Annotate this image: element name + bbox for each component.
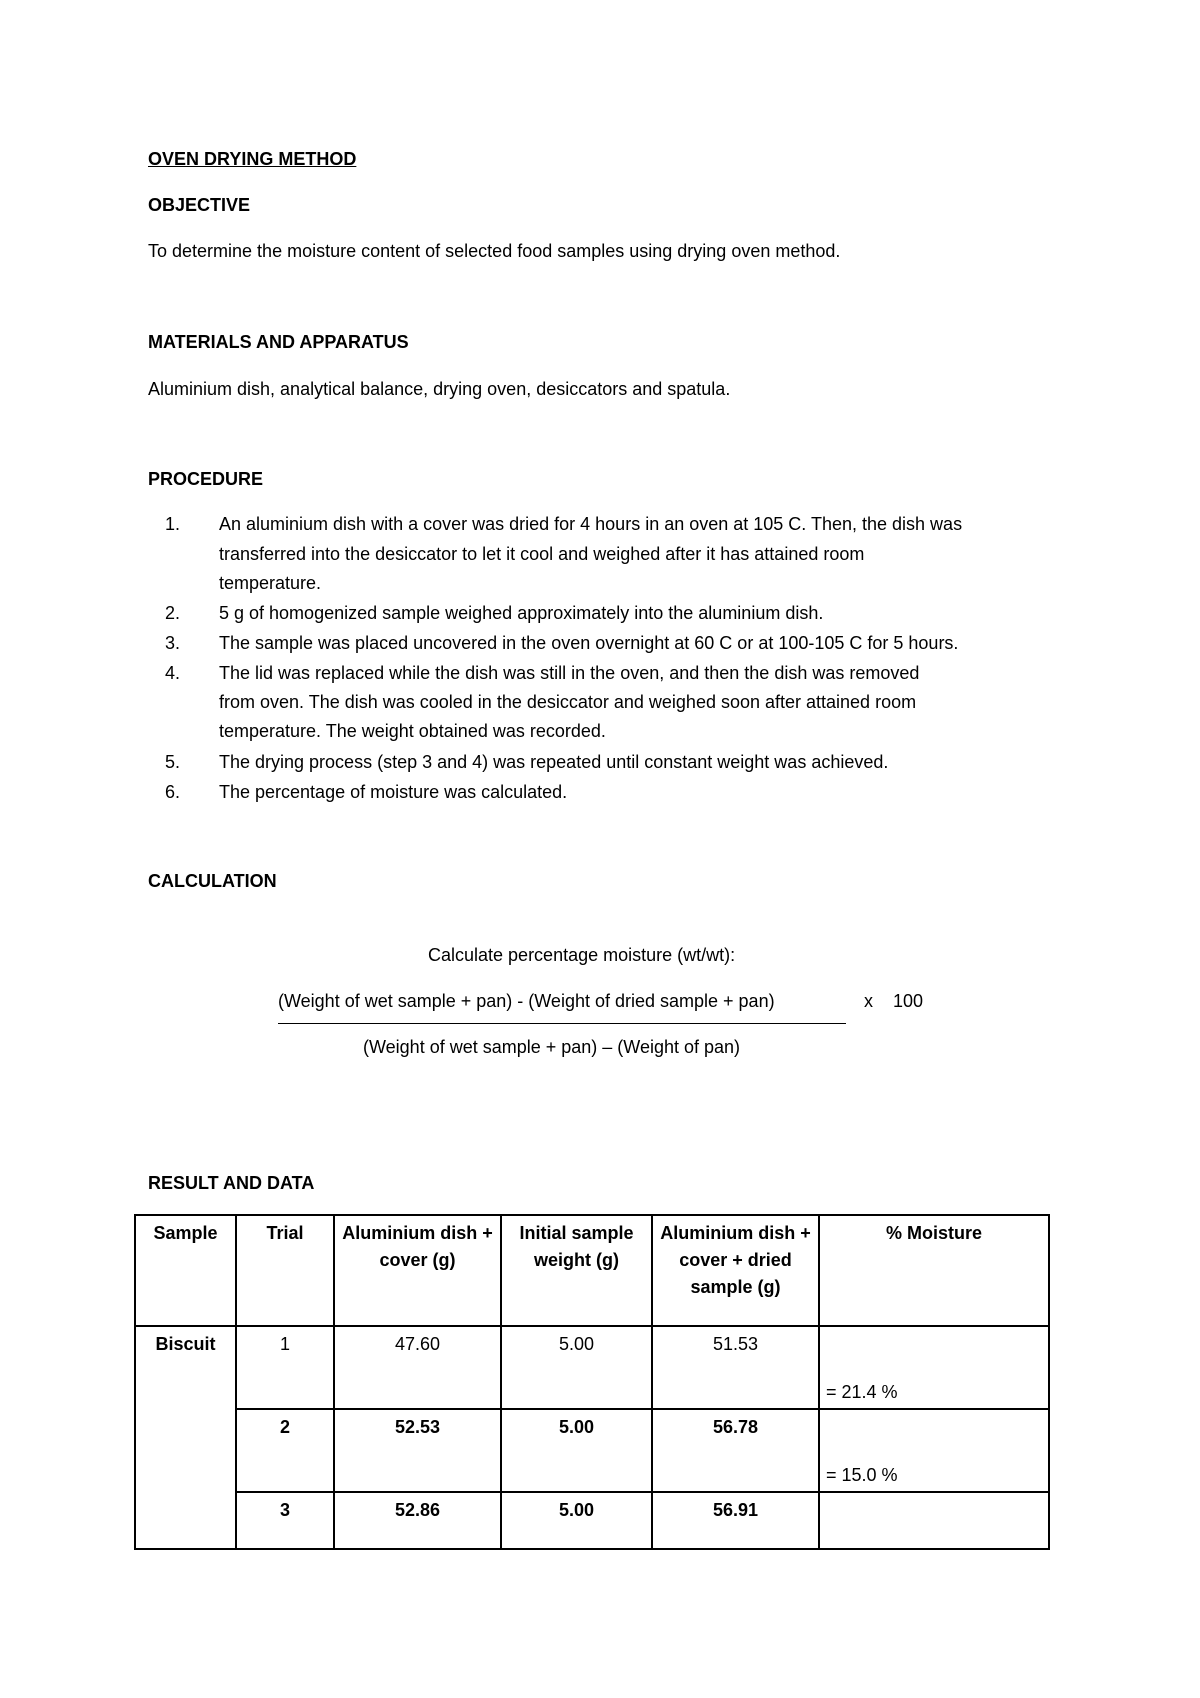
step-text-line: 5 g of homogenized sample weighed approximately into the aluminium dish. [219, 603, 824, 623]
initial-weight-cell: 5.00 [501, 1326, 652, 1409]
trial-cell: 2 [236, 1409, 334, 1492]
dish-cover-dried-cell: 56.78 [652, 1409, 819, 1492]
dish-cover-cell: 52.53 [334, 1409, 501, 1492]
objective-heading: OBJECTIVE [148, 195, 251, 215]
fraction-bar [278, 1023, 846, 1024]
step-number: 5. [165, 752, 181, 772]
table-header-row [135, 1215, 1049, 1326]
header-initial-weight: Initial sample weight (g) [501, 1215, 652, 1326]
step-text-line: temperature. The weight obtained was recorded. [219, 721, 606, 741]
document-title: OVEN DRYING METHOD [148, 149, 357, 169]
step-number: 4. [165, 663, 181, 683]
header-dish-cover: Aluminium dish + cover (g) [334, 1215, 501, 1326]
step-number: 1. [165, 514, 181, 534]
step-text-line: The sample was placed uncovered in the oven overnight at 60 C or at 100-105 C for 5 hours. [219, 633, 959, 653]
step-text-line: An aluminium dish with a cover was dried for 4 hours in an oven at 105 C. Then, the dish was [219, 514, 963, 534]
header-sample: Sample [135, 1215, 236, 1326]
step-text-line: from oven. The dish was cooled in the desiccator and weighed soon after attained room [219, 692, 917, 712]
objective-text: To determine the moisture content of selected food samples using drying oven method. [148, 241, 841, 261]
initial-weight-cell: 5.00 [501, 1492, 652, 1549]
table-row [135, 1326, 1049, 1409]
dish-cover-cell: 52.86 [334, 1492, 501, 1549]
formula-numerator: (Weight of wet sample + pan) - (Weight of dried sample + pan) [278, 991, 775, 1011]
moisture-cell: = 15.0 % [819, 1409, 1049, 1492]
materials-heading: MATERIALS AND APPARATUS [148, 332, 409, 352]
formula-title: Calculate percentage moisture (wt/wt): [428, 945, 736, 965]
trial-cell: 3 [236, 1492, 334, 1549]
table-row [135, 1409, 1049, 1492]
step-number: 6. [165, 782, 181, 802]
step-text-line: The percentage of moisture was calculated. [219, 782, 568, 802]
trial-cell: 1 [236, 1326, 334, 1409]
header-moisture: % Moisture [819, 1215, 1049, 1326]
step-text-line: The drying process (step 3 and 4) was repeated until constant weight was achieved. [219, 752, 889, 772]
step-number: 3. [165, 633, 181, 653]
sample-name-cell: Biscuit [135, 1326, 236, 1549]
results-heading: RESULT AND DATA [148, 1173, 315, 1193]
calculation-heading: CALCULATION [148, 871, 277, 891]
step-text-line: temperature. [219, 573, 322, 593]
header-trial: Trial [236, 1215, 334, 1326]
step-text-line: transferred into the desiccator to let it cool and weighed after it has attained room [219, 544, 865, 564]
step-text-line: The lid was replaced while the dish was still in the oven, and then the dish was removed [219, 663, 920, 683]
materials-text: Aluminium dish, analytical balance, drying oven, desiccators and spatula. [148, 379, 731, 399]
table-row [135, 1492, 1049, 1549]
step-number: 2. [165, 603, 181, 623]
formula-denominator: (Weight of wet sample + pan) – (Weight of pan) [363, 1037, 741, 1057]
moisture-cell [819, 1492, 1049, 1549]
formula-multiplier: x 100 [864, 991, 924, 1011]
results-table [134, 1214, 1050, 1550]
header-dish-cover-dried: Aluminium dish + cover + dried sample (g) [652, 1215, 819, 1326]
moisture-cell: = 21.4 % [819, 1326, 1049, 1409]
procedure-heading: PROCEDURE [148, 469, 264, 489]
dish-cover-dried-cell: 56.91 [652, 1492, 819, 1549]
dish-cover-cell: 47.60 [334, 1326, 501, 1409]
dish-cover-dried-cell: 51.53 [652, 1326, 819, 1409]
initial-weight-cell: 5.00 [501, 1409, 652, 1492]
